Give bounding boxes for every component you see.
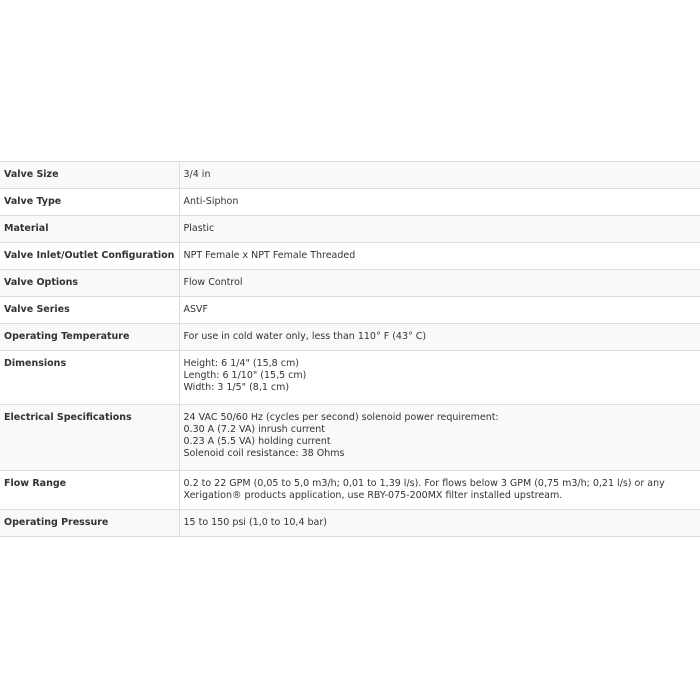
spec-value-valve-options [179, 270, 700, 297]
spec-value-line: Anti-Siphon [183, 196, 239, 207]
spec-value-valve-type [179, 189, 700, 216]
spec-label-operating-pressure: Operating Pressure [0, 510, 179, 537]
spec-value-line: Width: 3 1/5" (8,1 cm) [183, 382, 290, 393]
spec-value-valve-series [179, 297, 700, 324]
spec-label-valve-size: Valve Size [0, 162, 179, 189]
table-row [0, 270, 700, 297]
spec-label-material: Material [0, 216, 179, 243]
spec-value-line: 0.2 to 22 GPM (0,05 to 5,0 m3/h; 0,01 to 1,39 l/s). For flows below 3 GPM (0,75 m3/h; 0,21 l/s) or any Xerigation® products application, use RBY-075-200MX filter installed upstream. [183, 478, 665, 501]
table-row [0, 351, 700, 405]
spec-label-electrical: Electrical Specifications [0, 405, 179, 471]
spec-value-valve-size [179, 162, 700, 189]
spec-value-line: 3/4 in [183, 169, 211, 180]
spec-value-line: Length: 6 1/10" (15,5 cm) [183, 370, 307, 381]
table-row [0, 324, 700, 351]
spec-label-valve-options: Valve Options [0, 270, 179, 297]
spec-label-operating-temperature: Operating Temperature [0, 324, 179, 351]
spec-label-dimensions: Dimensions [0, 351, 179, 405]
spec-value-line: ASVF [183, 304, 208, 315]
table-row [0, 297, 700, 324]
table-row [0, 243, 700, 270]
spec-value-line: Solenoid coil resistance: 38 Ohms [183, 448, 345, 459]
table-row [0, 405, 700, 471]
spec-value-line: Plastic [183, 223, 215, 234]
spec-value-dimensions [179, 351, 700, 405]
spec-value-operating-pressure [179, 510, 700, 537]
spec-label-flow-range: Flow Range [0, 471, 179, 510]
table-row [0, 189, 700, 216]
spec-value-line: Flow Control [183, 277, 243, 288]
spec-value-line: Height: 6 1/4" (15,8 cm) [183, 358, 299, 369]
spec-value-line: NPT Female x NPT Female Threaded [183, 250, 356, 261]
spec-value-line: 0.23 A (5.5 VA) holding current [183, 436, 331, 447]
table-row [0, 510, 700, 537]
spec-label-valve-type: Valve Type [0, 189, 179, 216]
spec-value-electrical [179, 405, 700, 471]
spec-label-valve-series: Valve Series [0, 297, 179, 324]
spec-label-inlet-outlet: Valve Inlet/Outlet Configuration [0, 243, 179, 270]
spec-value-line: For use in cold water only, less than 110° F (43° C) [183, 331, 427, 342]
spec-value-line: 24 VAC 50/60 Hz (cycles per second) solenoid power requirement: [183, 412, 499, 423]
spec-value-material [179, 216, 700, 243]
table-row [0, 216, 700, 243]
spec-value-flow-range [179, 471, 700, 510]
spec-value-line: 15 to 150 psi (1,0 to 10,4 bar) [183, 517, 327, 528]
table-row [0, 162, 700, 189]
specifications-table [0, 161, 700, 537]
spec-value-inlet-outlet [179, 243, 700, 270]
spec-value-operating-temperature [179, 324, 700, 351]
spec-value-line: 0.30 A (7.2 VA) inrush current [183, 424, 325, 435]
table-row [0, 471, 700, 510]
